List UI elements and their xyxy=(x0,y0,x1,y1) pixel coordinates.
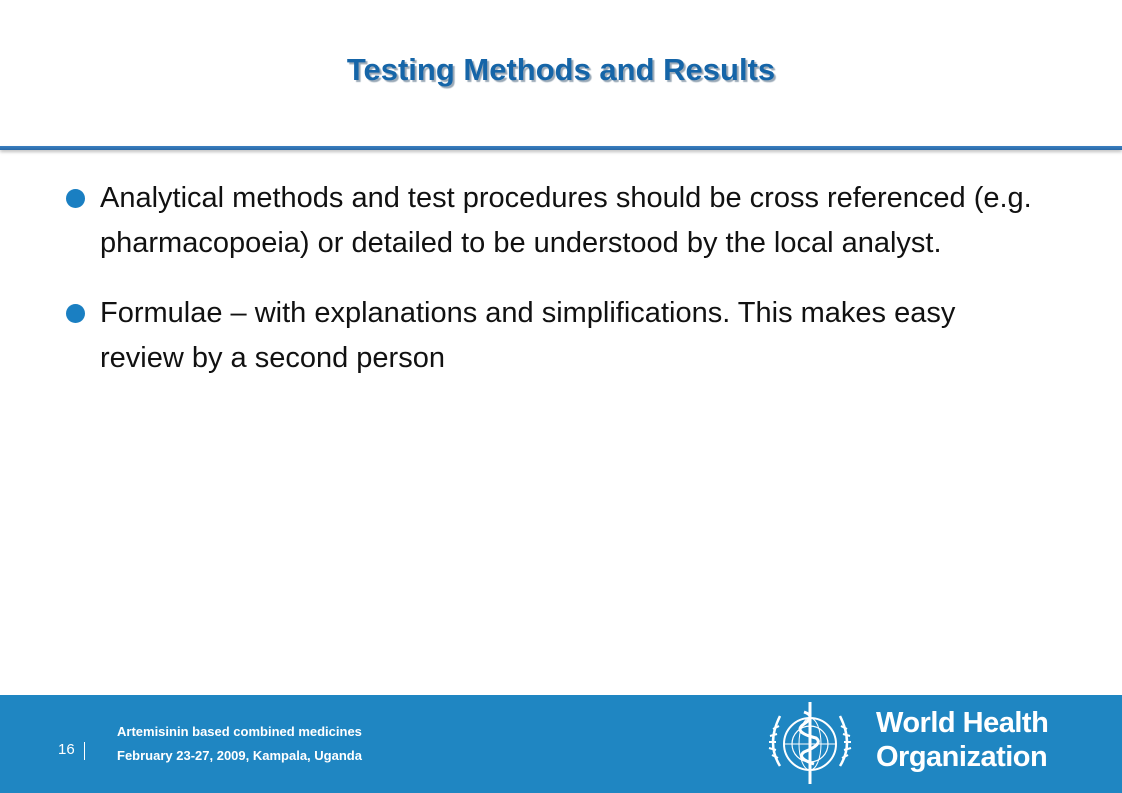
event-date-location: February 23-27, 2009, Kampala, Uganda xyxy=(117,748,362,763)
bullet-text: Formulae – with explanations and simplifications. This makes easy review by a second person xyxy=(100,297,956,374)
org-name-line1: World Health xyxy=(876,707,1049,739)
bullet-item xyxy=(0,291,1122,381)
slide-title: Testing Methods and Results xyxy=(346,52,776,87)
bullet-list xyxy=(0,176,1122,406)
page-number: 16 xyxy=(58,741,75,758)
bullet-dot-icon xyxy=(66,189,85,208)
bullet-dot-icon xyxy=(66,304,85,323)
bullet-item xyxy=(0,176,1122,266)
event-name: Artemisinin based combined medicines xyxy=(117,724,362,739)
title-divider xyxy=(0,146,1122,150)
bullet-text: Analytical methods and test procedures should be cross referenced (e.g. pharmacopoeia) or detailed to be understood by the local analyst. xyxy=(100,182,1032,259)
org-name-line2: Organization xyxy=(876,741,1048,773)
page-number-separator xyxy=(84,742,85,760)
who-emblem-icon xyxy=(758,696,862,790)
